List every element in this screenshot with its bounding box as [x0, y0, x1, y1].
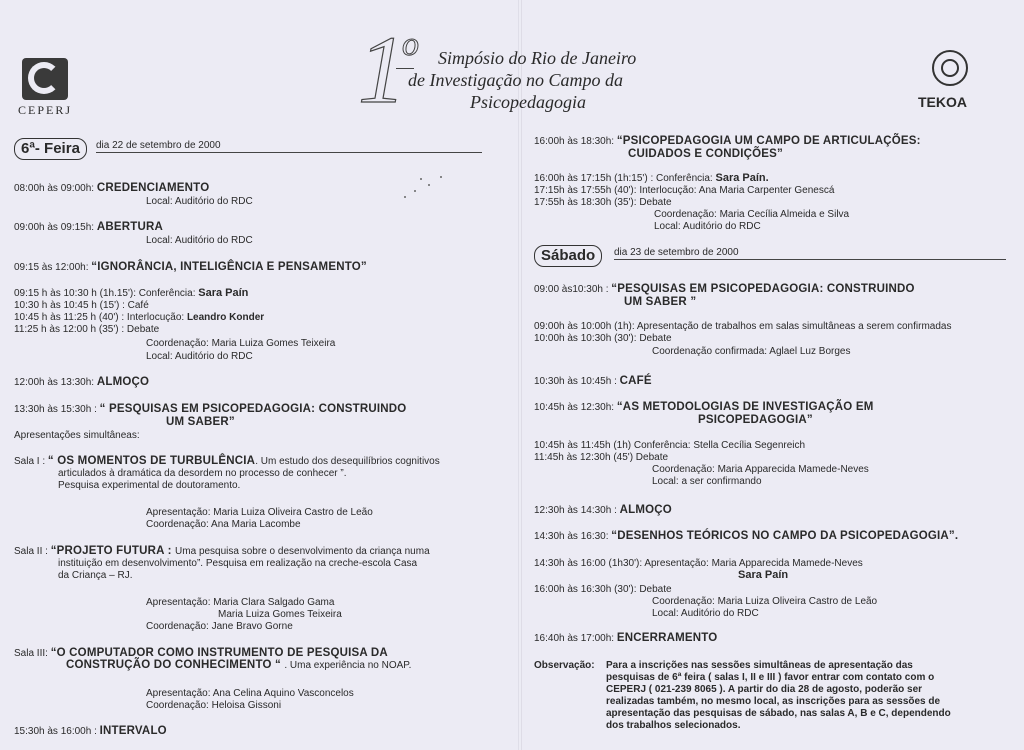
apresentacoes: Apresentações simultâneas: — [14, 430, 140, 441]
schedule-line: 10:45 h às 11:25 h (40') : Interlocução: Leandro Konder — [14, 312, 265, 323]
day1-date: dia 22 de setembro de 2000 — [96, 140, 221, 151]
schedule-line: 14:30h às 16:00 (1h30'): Apresentação: Maria Apparecida Mamede-Neves — [534, 558, 863, 569]
coordination: Coordenação: Maria Cecília Almeida e Silva — [654, 209, 850, 220]
coordination: Coordenação: Maria Luiza Oliveira Castro de Leão — [652, 596, 878, 607]
slot-intervalo: 15:30h às 16:00h : INTERVALO — [14, 725, 167, 737]
slot-pesquisas-sab-cont: UM SABER ” — [624, 296, 697, 308]
sala-3-apresentacao: Apresentação: Ana Celina Aquino Vasconcelos — [146, 688, 354, 699]
sala-3: Sala III: “O COMPUTADOR COMO INSTRUMENTO DE PESQUISA DA — [14, 647, 388, 659]
title-line-3: Psicopedagogia — [470, 92, 586, 112]
ceperj-logo — [22, 58, 68, 100]
sala-1-desc: Pesquisa experimental de doutoramento. — [58, 480, 241, 491]
slot-cafe: 10:30h às 10:45h : CAFÉ — [534, 375, 652, 387]
title-ordinal: o — [402, 26, 419, 63]
ordinal-underline — [396, 68, 414, 69]
slot-almoco-sab: 12:30h às 14:30h : ALMOÇO — [534, 504, 672, 516]
slot-almoco: 12:00h às 13:30h: ALMOÇO — [14, 376, 150, 388]
day1-label: 6ª- Feira — [14, 138, 87, 160]
title-line-2: de Investigação no Campo da — [408, 70, 623, 90]
schedule-line: 17:55h às 18:30h (35'): Debate — [534, 197, 672, 208]
day2-date: dia 23 de setembro de 2000 — [614, 247, 739, 258]
slot-ignorancia: 09:15 às 12:00h: “IGNORÂNCIA, INTELIGÊNCIA E PENSAMENTO” — [14, 261, 367, 273]
slot-desenhos: 14:30h às 16:30: “DESENHOS TEÓRICOS NO CAMPO DA PSICOPEDAGOGIA”. — [534, 530, 959, 542]
slot-abertura: 09:00h às 09:15h: ABERTURA — [14, 221, 163, 233]
observacao-text: CEPERJ ( 021-239 8065 ). A partir do dia 28 de agosto, poderão ser — [606, 684, 923, 695]
observacao-text: pesquisas de 6ª feira ( salas I, II e III ) favor entrar com contato com o — [606, 672, 935, 683]
schedule-line: 09:00h às 10:00h (1h): Apresentação de trabalhos em salas simultâneas a serem confirmadas — [534, 321, 952, 332]
location: Local: Auditório do RDC — [146, 235, 253, 246]
schedule-line: 10:30 h às 10:45 h (15') : Café — [14, 300, 149, 311]
schedule-line-speaker: Sara Paín — [738, 569, 789, 581]
day2-label: Sábado — [534, 245, 602, 267]
slot-pesquisas-sab: 09:00 às10:30h : “PESQUISAS EM PSICOPEDAGOGIA: CONSTRUINDO — [534, 283, 915, 295]
sala-1-apresentacao: Apresentação: Maria Luiza Oliveira Castro de Leão — [146, 507, 373, 518]
observacao-label: Observação: — [534, 660, 595, 671]
coordination: Coordenação confirmada: Aglael Luz Borges — [652, 346, 851, 357]
schedule-line: 10:00h às 10:30h (30'): Debate — [534, 333, 672, 344]
sala-2-coordenacao: Coordenação: Jane Bravo Gorne — [146, 621, 293, 632]
location: Local: a ser confirmando — [652, 476, 762, 487]
sala-2-desc: instituição em desenvolvimento”. Pesquisa em realização na creche-escola Casa — [58, 558, 418, 569]
slot-encerramento: 16:40h às 17:00h: ENCERRAMENTO — [534, 632, 718, 644]
coordination: Coordenação: Maria Apparecida Mamede-Neves — [652, 464, 869, 475]
location: Local: Auditório do RDC — [654, 221, 761, 232]
coordination: Coordenação: Maria Luiza Gomes Teixeira — [146, 338, 336, 349]
slot-metodologias: 10:45h às 12:30h: “AS METODOLOGIAS DE INVESTIGAÇÃO EM — [534, 401, 874, 413]
observacao-text: dos trabalhos selecionados. — [606, 720, 741, 731]
page-fold — [518, 0, 522, 750]
title-number: 1 — [358, 16, 406, 123]
schedule-line: 11:25 h às 12:00 h (35') : Debate — [14, 324, 160, 335]
sala-2: Sala II : “PROJETO FUTURA : Uma pesquisa sobre o desenvolvimento da criança numa — [14, 545, 430, 557]
title-line-1: Simpósio do Rio de Janeiro — [438, 48, 637, 68]
sala-2-desc: da Criança – RJ. — [58, 570, 133, 581]
tekoa-label: TEKOA — [918, 94, 967, 110]
sala-1-desc: articulados à dramática da desordem no processo de conhecer ”. — [58, 468, 347, 479]
day1-rule — [96, 152, 482, 153]
ceperj-label: CEPERJ — [18, 103, 73, 117]
sala-3-coordenacao: Coordenação: Heloisa Gissoni — [146, 700, 282, 711]
day2-rule — [614, 259, 1006, 260]
schedule-line: 17:15h às 17:55h (40'): Interlocução: Ana Maria Carpenter Genescá — [534, 185, 835, 196]
location: Local: Auditório do RDC — [146, 351, 253, 362]
observacao-text: Para a inscrições nas sessões simultâneas de apresentação das — [606, 660, 913, 671]
slot-articulacoes: 16:00h às 18:30h: “PSICOPEDAGOGIA UM CAMPO DE ARTICULAÇÕES: — [534, 135, 921, 147]
schedule-line: 11:45h às 12:30h (45') Debate — [534, 452, 669, 463]
sala-2-apresentacao: Apresentação: Maria Clara Salgado Gama — [146, 597, 335, 608]
location: Local: Auditório do RDC — [652, 608, 759, 619]
sala-2-apresentacao: Maria Luiza Gomes Teixeira — [218, 609, 342, 620]
observacao-text: apresentação das pesquisas de sábado, nas salas A, B e C, dependendo — [606, 708, 951, 719]
slot-metodologias-cont: PSICOPEDAGOGIA” — [698, 414, 813, 426]
sala-1: Sala I : “ OS MOMENTOS DE TURBULÊNCIA. Um estudo dos desequilíbrios cognitivos — [14, 455, 440, 467]
location: Local: Auditório do RDC — [146, 196, 253, 207]
schedule-line: 16:00h às 16:30h (30'): Debate — [534, 584, 672, 595]
schedule-line: 09:15 h às 10:30 h (1h.15'): Conferência: Sara Paín — [14, 287, 249, 299]
tekoa-logo — [932, 50, 968, 86]
slot-articulacoes-cont: CUIDADOS E CONDIÇÕES” — [628, 148, 783, 160]
schedule-line: 16:00h às 17:15h (1h:15') : Conferência: Sara Paín. — [534, 172, 769, 184]
slot-pesquisas: 13:30h às 15:30h : “ PESQUISAS EM PSICOPEDAGOGIA: CONSTRUINDO — [14, 403, 407, 415]
observacao-text: realizadas também, no mesmo local, as inscrições para as sessões de — [606, 696, 941, 707]
slot-pesquisas-cont: UM SABER” — [166, 416, 235, 428]
sala-1-coordenacao: Coordenação: Ana Maria Lacombe — [146, 519, 301, 530]
slot-credenciamento: 08:00h às 09:00h: CREDENCIAMENTO — [14, 182, 210, 194]
sala-3-cont: CONSTRUÇÃO DO CONHECIMENTO “ . Uma experiência no NOAP. — [66, 659, 412, 671]
schedule-line: 10:45h às 11:45h (1h) Conferência: Stella Cecília Segenreich — [534, 440, 806, 451]
